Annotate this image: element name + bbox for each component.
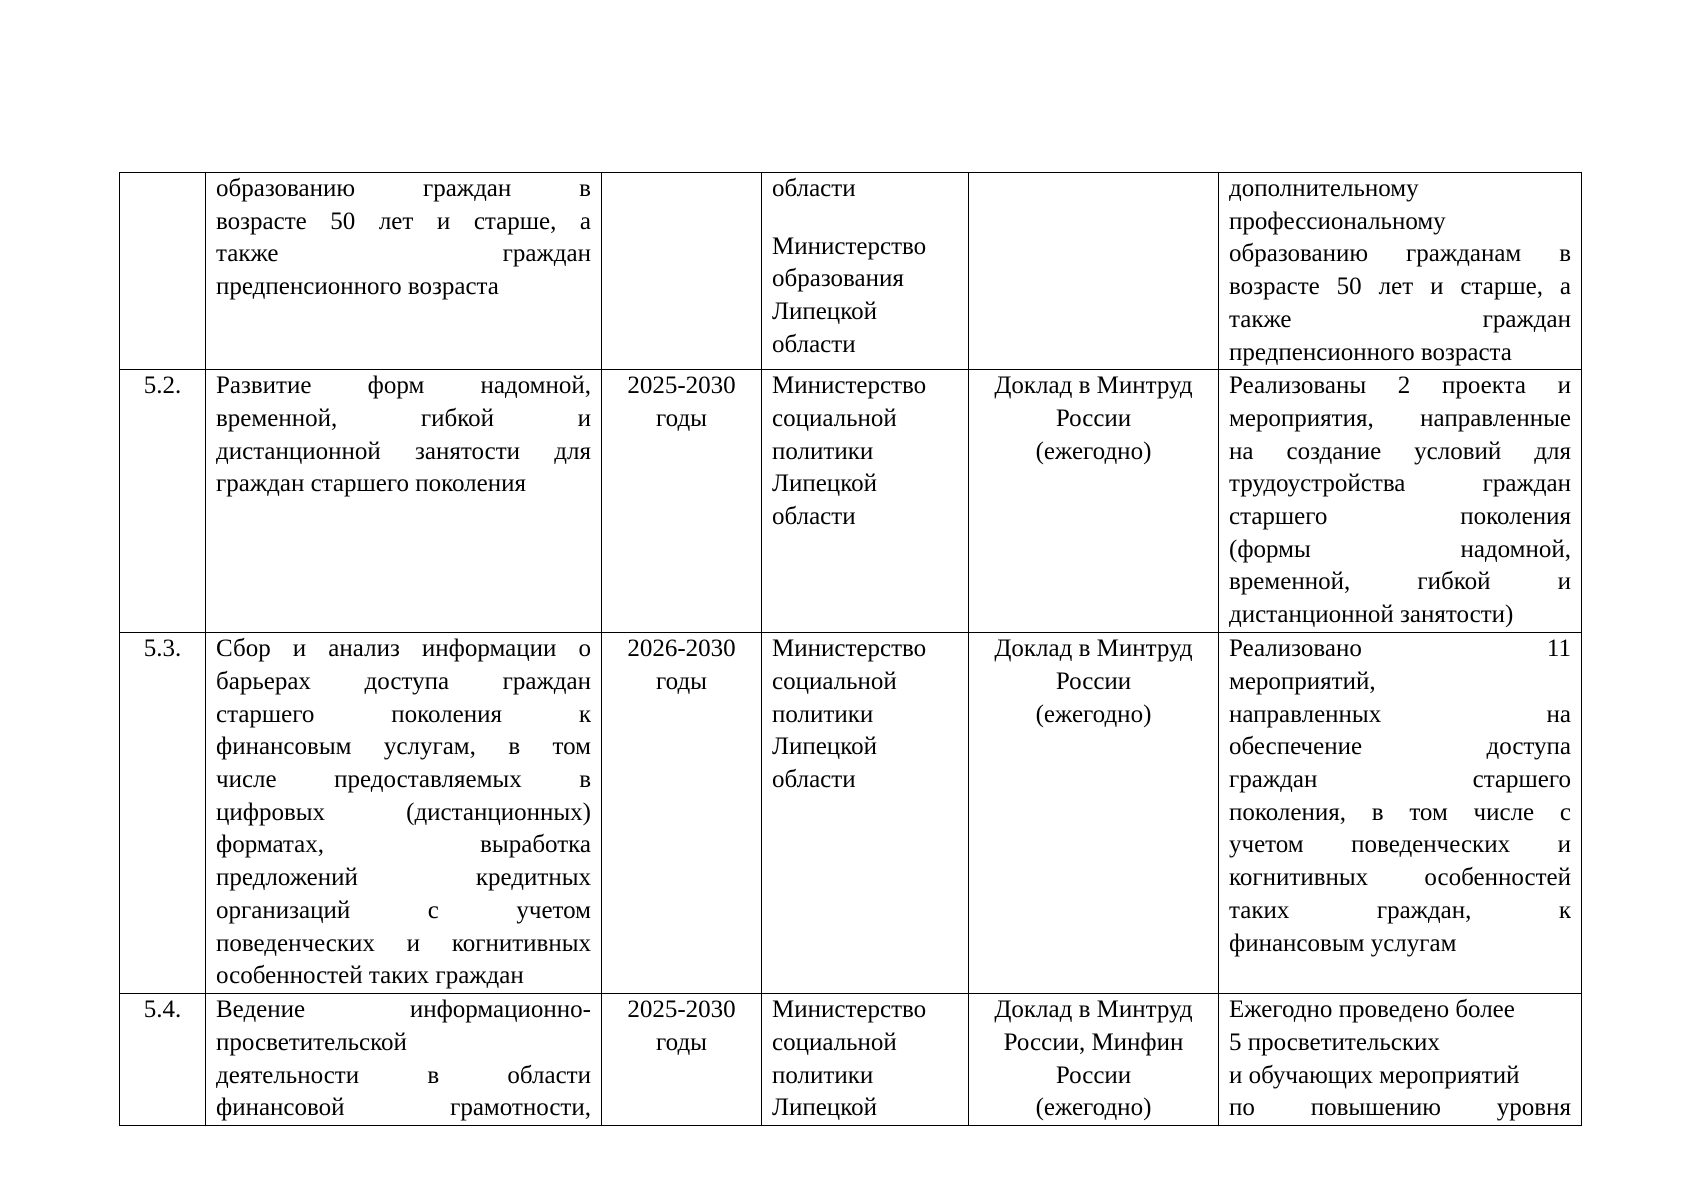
period-cell <box>602 633 762 994</box>
period-line: 2025-2030 <box>627 372 736 400</box>
result-line: дополнительному <box>1229 175 1419 202</box>
result-line: 5 просветительских <box>1229 1028 1440 1056</box>
measure-cell <box>206 370 602 633</box>
result-line: когнитивных особенностей <box>1229 864 1571 892</box>
responsible-line: социальной <box>772 667 897 695</box>
measure-cell <box>206 994 602 1126</box>
row-number: 5.4. <box>143 996 182 1024</box>
report-cell <box>969 173 1219 370</box>
period-line: годы <box>656 404 707 432</box>
row-number-cell <box>120 173 206 370</box>
result-cell <box>1219 994 1582 1126</box>
period-cell <box>602 370 762 633</box>
result-line: Реализованы 2 проекта и <box>1229 372 1571 400</box>
responsible-line: Министерство <box>772 635 927 663</box>
result-cell <box>1219 370 1582 633</box>
row-number-cell <box>120 370 206 633</box>
measure-line: временной, гибкой и <box>216 404 591 432</box>
result-line: образованию гражданам в <box>1229 240 1571 268</box>
measure-line: Сбор и анализ информации о <box>216 635 591 663</box>
responsible-line: политики <box>772 700 874 728</box>
result-line: Реализовано 11 <box>1229 635 1571 663</box>
responsible-line: Липецкой <box>772 298 877 326</box>
measure-line: дистанционной занятости для <box>216 437 591 465</box>
measure-line: старшего поколения к <box>216 700 591 728</box>
measure-line: просветительской <box>216 1028 407 1056</box>
responsible-cell <box>762 994 969 1126</box>
responsible-line: Министерство <box>772 372 927 400</box>
measure-line: форматах, выработка <box>216 831 591 859</box>
result-line: (формы надомной, <box>1229 535 1571 563</box>
result-line: мероприятий, <box>1229 667 1376 695</box>
measure-line: финансовой грамотности, <box>216 1094 591 1122</box>
result-cell <box>1219 633 1582 994</box>
report-cell <box>969 994 1219 1126</box>
result-line: временной, гибкой и <box>1229 568 1571 596</box>
report-line: России <box>1055 1061 1132 1089</box>
measure-line: цифровых (дистанционных) <box>216 798 591 826</box>
result-line: обеспечение доступа <box>1229 733 1571 761</box>
measure-line: барьерах доступа граждан <box>216 667 591 695</box>
responsible-line: политики <box>772 437 874 465</box>
result-line: поколения, в том числе с <box>1229 798 1571 826</box>
responsible-line: Липецкой <box>772 1094 877 1122</box>
responsible-line: Липецкой <box>772 470 877 498</box>
period-line: годы <box>656 1028 707 1056</box>
measure-line: также граждан <box>216 240 591 268</box>
responsible-line: Министерство <box>772 996 927 1024</box>
measure-line: граждан старшего поколения <box>216 470 526 498</box>
report-line: (ежегодно) <box>1035 437 1152 465</box>
measure-line: возрасте 50 лет и старше, а <box>216 207 591 235</box>
measure-line: Развитие форм надомной, <box>216 372 591 400</box>
responsible-line: области <box>772 330 856 358</box>
result-line: дистанционной занятости) <box>1229 601 1514 629</box>
period-cell <box>602 994 762 1126</box>
responsible-line: Министерство <box>772 232 927 260</box>
responsible-line: социальной <box>772 1028 897 1056</box>
report-cell <box>969 370 1219 633</box>
paragraph-gap <box>772 206 958 231</box>
report-line: Доклад в Минтруд <box>994 372 1193 400</box>
measure-line: предпенсионного возраста <box>216 273 499 301</box>
row-number-cell <box>120 633 206 994</box>
row-number: 5.3. <box>143 635 182 663</box>
measure-cell <box>206 173 602 370</box>
responsible-cell <box>762 173 969 370</box>
report-cell <box>969 633 1219 994</box>
report-line: Доклад в Минтруд <box>994 635 1193 663</box>
responsible-line: области <box>772 503 856 531</box>
responsible-line: области <box>772 766 856 794</box>
result-line: предпенсионного возраста <box>1229 338 1512 366</box>
responsible-line: образования <box>772 265 904 293</box>
table-row <box>120 173 1582 370</box>
responsible-line: Липецкой <box>772 733 877 761</box>
report-line: России <box>1055 667 1132 695</box>
period-line: годы <box>656 667 707 695</box>
measure-line: особенностей таких граждан <box>216 962 524 990</box>
period-line: 2026-2030 <box>627 635 736 663</box>
responsible-cell <box>762 633 969 994</box>
result-line: направленных на <box>1229 700 1571 728</box>
result-line: также граждан <box>1229 305 1571 333</box>
result-line: на создание условий для <box>1229 437 1571 465</box>
table-row <box>120 994 1582 1126</box>
measure-line: Ведение информационно- <box>216 996 591 1024</box>
measure-line: финансовым услугам, в том <box>216 733 591 761</box>
measure-line: образованию граждан в <box>216 175 591 202</box>
measure-line: деятельности в области <box>216 1061 591 1089</box>
report-line: России, Минфин <box>1003 1028 1184 1056</box>
responsible-line: социальной <box>772 404 897 432</box>
measure-line: поведенческих и когнитивных <box>216 929 591 957</box>
responsible-line: политики <box>772 1061 874 1089</box>
result-line: мероприятия, направленные <box>1229 404 1571 432</box>
measure-line: числе предоставляемых в <box>216 766 591 794</box>
result-line: таких граждан, к <box>1229 896 1571 924</box>
result-line: граждан старшего <box>1229 766 1571 794</box>
report-line: (ежегодно) <box>1035 1094 1152 1122</box>
report-line: России <box>1055 404 1132 432</box>
table-row <box>120 633 1582 994</box>
result-line: профессиональному <box>1229 207 1446 235</box>
period-cell <box>602 173 762 370</box>
row-number-cell <box>120 994 206 1126</box>
measure-line: предложений кредитных <box>216 864 591 892</box>
result-line: и обучающих мероприятий <box>1229 1061 1520 1089</box>
measure-cell <box>206 633 602 994</box>
table-row <box>120 370 1582 633</box>
result-line: финансовым услугам <box>1229 929 1457 957</box>
result-line: возрасте 50 лет и старше, а <box>1229 273 1571 301</box>
result-line: трудоустройства граждан <box>1229 470 1571 498</box>
measures-table <box>119 172 1582 1126</box>
measure-line: организаций с учетом <box>216 896 591 924</box>
result-line: по повышению уровня <box>1229 1094 1571 1122</box>
result-cell <box>1219 173 1582 370</box>
responsible-cell <box>762 370 969 633</box>
row-number: 5.2. <box>143 372 182 400</box>
responsible-line: области <box>772 175 856 202</box>
result-line: учетом поведенческих и <box>1229 831 1571 859</box>
period-line: 2025-2030 <box>627 996 736 1024</box>
report-line: (ежегодно) <box>1035 700 1152 728</box>
result-line: старшего поколения <box>1229 503 1571 531</box>
report-line: Доклад в Минтруд <box>994 996 1193 1024</box>
result-line: Ежегодно проведено более <box>1229 996 1515 1024</box>
